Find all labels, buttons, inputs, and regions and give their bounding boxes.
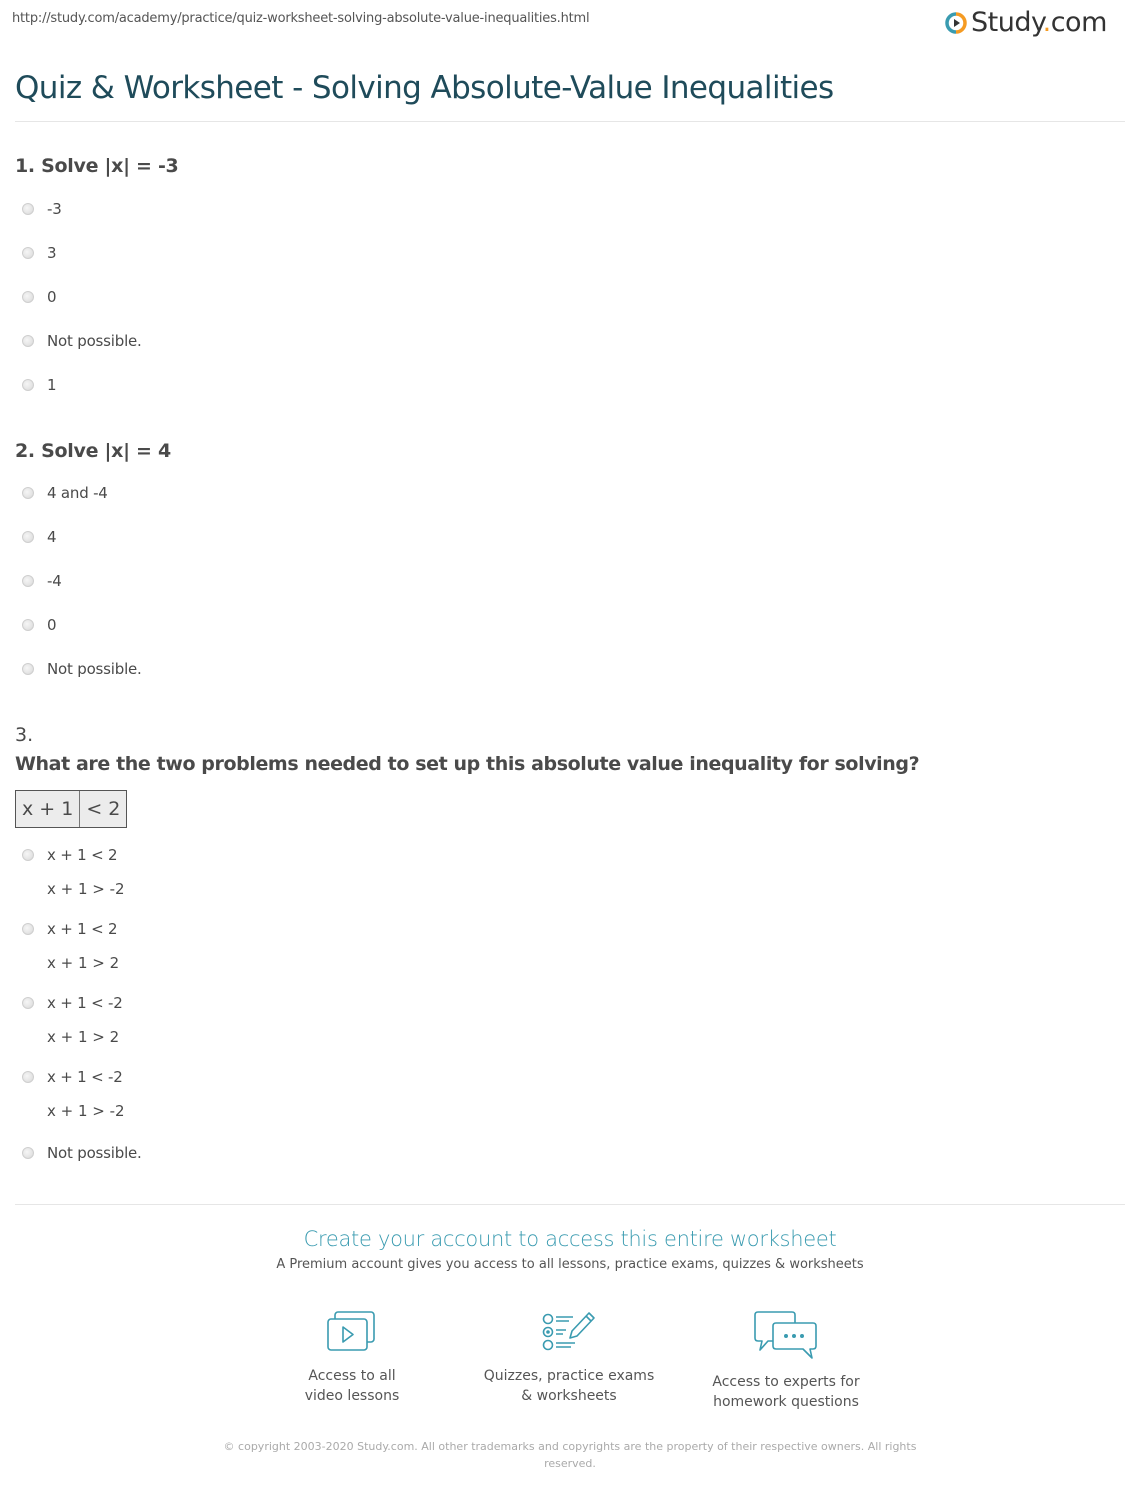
radio-button[interactable]	[22, 663, 34, 675]
radio-button[interactable]	[22, 997, 34, 1009]
question-3-number: 3.	[15, 724, 34, 746]
radio-button[interactable]	[22, 923, 34, 935]
expression-left: x + 1	[22, 798, 74, 820]
q1-option-4[interactable]: Not possible.	[22, 332, 142, 350]
radio-button[interactable]	[22, 379, 34, 391]
copyright-notice: © copyright 2003-2020 Study.com. All other trademarks and copyrights are the property of their respective owners. All rights reserved.	[223, 1440, 917, 1470]
q3-option-4[interactable]: x + 1 < -2	[22, 1068, 123, 1086]
radio-button[interactable]	[22, 335, 34, 347]
q2-option-2[interactable]: 4	[22, 528, 56, 546]
q3-option-4-line2: x + 1 > -2	[47, 1102, 125, 1120]
radio-button[interactable]	[22, 1147, 34, 1159]
logo-play-icon	[945, 12, 967, 34]
cta-subtitle: A Premium account gives you access to all lessons, practice exams, quizzes & worksheets	[276, 1257, 864, 1272]
cta-title[interactable]: Create your account to access this entire worksheet	[303, 1227, 837, 1251]
radio-button[interactable]	[22, 619, 34, 631]
q3-option-3[interactable]: x + 1 < -2	[22, 994, 123, 1012]
feature-quizzes: Quizzes, practice exams & worksheets	[469, 1310, 669, 1406]
q2-option-1[interactable]: 4 and -4	[22, 484, 108, 502]
q1-option-5[interactable]: 1	[22, 376, 56, 394]
q3-option-1-line2: x + 1 > -2	[47, 880, 125, 898]
study-logo[interactable]	[945, 7, 1107, 38]
radio-button[interactable]	[22, 487, 34, 499]
question-2-heading: 2. Solve |x| = 4	[15, 440, 171, 462]
page-title: Quiz & Worksheet - Solving Absolute-Value Inequalities	[15, 70, 834, 106]
logo-text: Study.com	[971, 7, 1107, 38]
q3-option-1[interactable]: x + 1 < 2	[22, 846, 117, 864]
q1-option-1[interactable]: -3	[22, 200, 62, 218]
chat-bubbles-icon	[754, 1310, 818, 1360]
q3-option-3-line2: x + 1 > 2	[47, 1028, 120, 1046]
expression-right: < 2	[79, 791, 126, 827]
radio-button[interactable]	[22, 203, 34, 215]
q3-option-5[interactable]: Not possible.	[22, 1144, 142, 1162]
radio-button[interactable]	[22, 575, 34, 587]
radio-button[interactable]	[22, 247, 34, 259]
page-url: http://study.com/academy/practice/quiz-worksheet-solving-absolute-value-inequalities.html	[12, 11, 590, 26]
video-lessons-icon	[326, 1310, 378, 1354]
q1-option-2[interactable]: 3	[22, 244, 56, 262]
divider	[15, 1204, 1125, 1205]
q3-option-2-line2: x + 1 > 2	[47, 954, 120, 972]
question-3-text: What are the two problems needed to set up this absolute value inequality for solving?	[15, 753, 920, 775]
radio-button[interactable]	[22, 1071, 34, 1083]
q2-option-3[interactable]: -4	[22, 572, 62, 590]
feature-video-lessons: Access to all video lessons	[252, 1310, 452, 1406]
inequality-expression	[15, 790, 127, 828]
q1-option-3[interactable]: 0	[22, 288, 56, 306]
q2-option-4[interactable]: 0	[22, 616, 56, 634]
feature-experts: Access to experts for homework questions	[686, 1310, 886, 1412]
question-1-heading: 1. Solve |x| = -3	[15, 155, 179, 177]
radio-button[interactable]	[22, 531, 34, 543]
radio-button[interactable]	[22, 849, 34, 861]
q3-option-2[interactable]: x + 1 < 2	[22, 920, 117, 938]
divider	[15, 121, 1125, 122]
radio-button[interactable]	[22, 291, 34, 303]
quiz-checklist-icon	[541, 1310, 597, 1354]
q2-option-5[interactable]: Not possible.	[22, 660, 142, 678]
